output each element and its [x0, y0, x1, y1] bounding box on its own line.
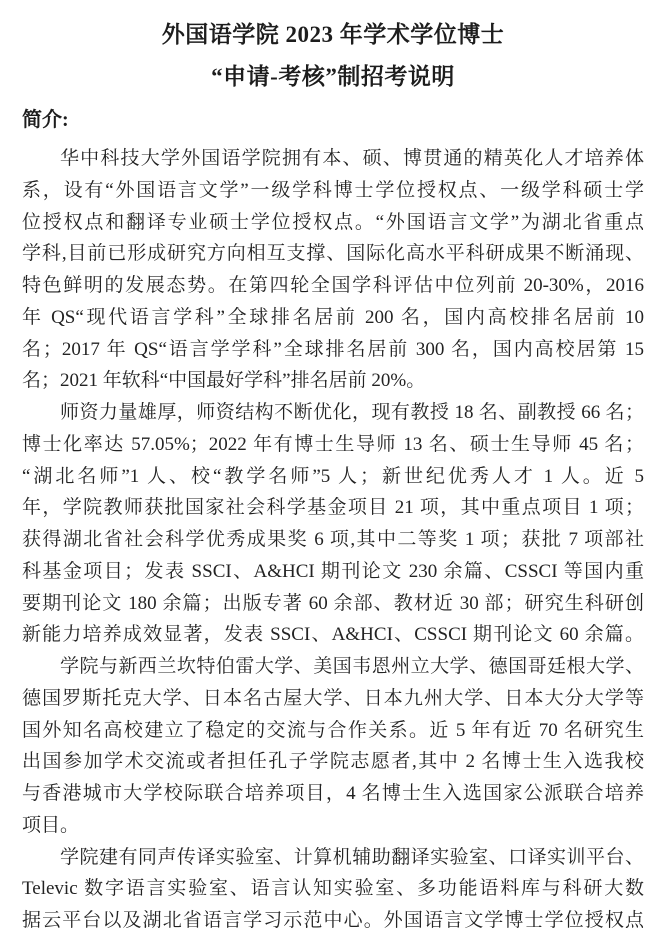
document-line: 学院建有同声传译实验室、计算机辅助翻译实验室、口译实训平台、	[60, 846, 644, 868]
document-line: 据云平台以及湖北省语言学习示范中心。外国语言文学博士学位授权点	[22, 910, 644, 931]
document-line: 与香港城市大学校际联合培养项目，4 名博士生入选国家公派联合培养	[22, 783, 644, 804]
document-line: 项目。	[22, 814, 80, 836]
document-line: 名；2021 年软科“中国最好学科”排名居前 20%。	[22, 370, 426, 392]
document-line: “湖北名师”1 人、校“教学名师”5 人；新世纪优秀人才 1 人。近 5	[22, 465, 644, 487]
paragraph	[22, 143, 644, 397]
document-line: 年，学院教师获批国家社会科学基金项目 21 项，其中重点项目 1 项；	[22, 497, 644, 519]
document-line: 获得湖北省社会科学优秀成果奖 6 项,其中二等奖 1 项；获批 7 项部社	[22, 529, 644, 550]
document-line: 师资力量雄厚，师资结构不断优化，现有教授 18 名、副教授 66 名；	[60, 402, 644, 423]
document-line: 科基金项目；发表 SSCI、A&HCI 期刊论文 230 余篇、CSSCI 等国内重	[22, 560, 644, 582]
document-body	[22, 143, 644, 937]
document-line: Televic 数字语言实验室、语言认知实验室、多功能语料库与科研大数	[22, 878, 644, 900]
paragraph	[22, 842, 644, 937]
document-line: 学科,目前已形成研究方向相互支撑、国际化高水平科研成果不断涌现、	[22, 243, 644, 265]
document-line: 德国罗斯托克大学、日本名古屋大学、日本九州大学、日本大分大学等	[22, 687, 644, 709]
document-line: 博士化率达 57.05%；2022 年有博士生导师 13 名、硕士生导师 45 名；	[22, 433, 644, 455]
document-line: 系，设有“外国语言文学”一级学科博士学位授权点、一级学科硕士学	[22, 179, 644, 201]
document-line: 特色鲜明的发展态势。在第四轮全国学科评估中位列前 20-30%，2016	[22, 275, 644, 296]
document-line: 名；2017 年 QS“语言学学科”全球排名居前 300 名，国内高校居第 15	[22, 338, 644, 360]
document-line: 年 QS“现代语言学科”全球排名居前 200 名，国内高校排名居前 10	[22, 306, 644, 328]
document-line: 学院与新西兰坎特伯雷大学、美国韦恩州立大学、德国哥廷根大学、	[60, 656, 644, 677]
paragraph	[22, 397, 644, 651]
document-line: 新能力培养成效显著，发表 SSCI、A&HCI、CSSCI 期刊论文 60 余篇。	[22, 624, 644, 646]
paragraph	[22, 651, 644, 842]
document-line: 位授权点和翻译专业硕士学位授权点。“外国语言文学”为湖北省重点	[22, 211, 644, 233]
document-title-line2: “申请-考核”制招考说明	[211, 64, 455, 89]
document-line: 要期刊论文 180 余篇；出版专著 60 余部、教材近 30 部；研究生科研创	[22, 592, 644, 614]
section-heading: 简介:	[22, 109, 69, 131]
document-line: 国外知名高校建立了稳定的交流与合作关系。近 5 年有近 70 名研究生	[22, 719, 644, 741]
document-title-line1: 外国语学院 2023 年学术学位博士	[161, 22, 505, 47]
document-line: 出国参加学术交流或者担任孔子学院志愿者,其中 2 名博士生入选我校	[22, 751, 644, 773]
document-line: 华中科技大学外国语学院拥有本、硕、博贯通的精英化人才培养体	[60, 148, 644, 169]
